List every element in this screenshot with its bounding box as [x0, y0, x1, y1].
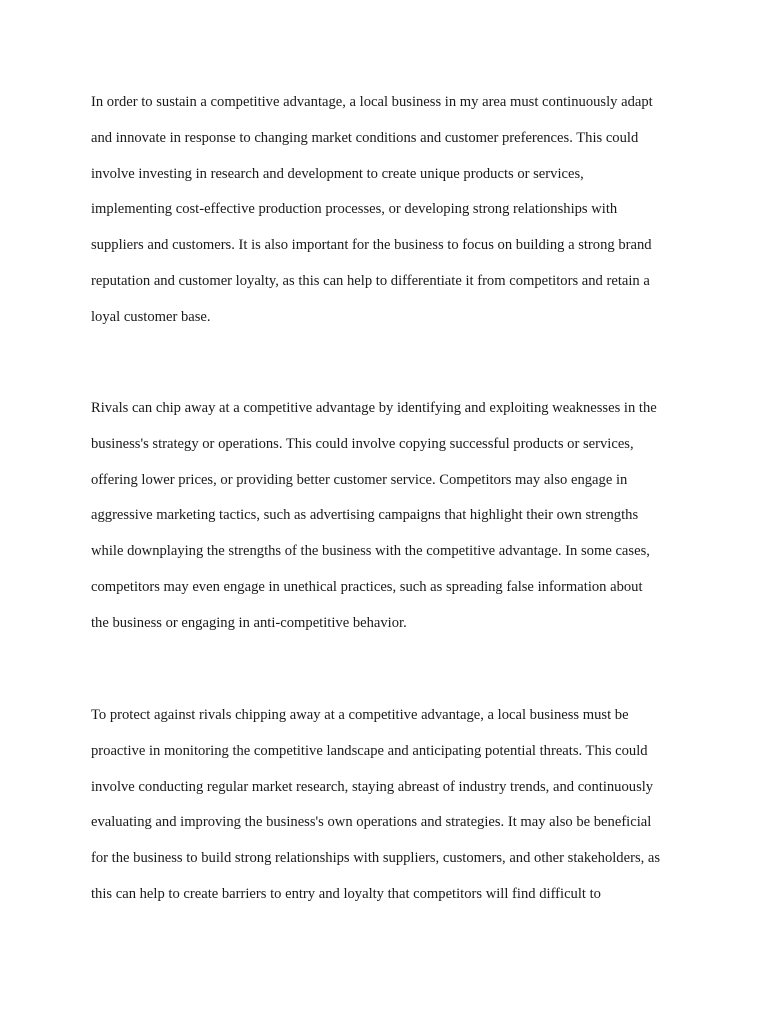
text-line: proactive in monitoring the competitive landscape and anticipating potential threats. This could	[91, 742, 648, 759]
text-line: evaluating and improving the business's own operations and strategies. It may also be beneficial	[91, 814, 652, 831]
text-line: Rivals can chip away at a competitive advantage by identifying and exploiting weaknesses in the	[91, 400, 657, 416]
paragraph-protection-strategies	[91, 698, 660, 913]
text-line: reputation and customer loyalty, as this can help to differentiate it from competitors and retain a	[91, 272, 650, 289]
text-line: for the business to build strong relationships with suppliers, customers, and other stakeholders, as	[91, 850, 661, 867]
text-line: To protect against rivals chipping away at a competitive advantage, a local business must be	[91, 707, 629, 723]
paragraph-sustaining-advantage	[91, 85, 653, 336]
text-line: implementing cost-effective production processes, or developing strong relationships with	[91, 201, 618, 218]
text-line: In order to sustain a competitive advantage, a local business in my area must continuously adapt	[91, 94, 653, 110]
text-line: involve investing in research and development to create unique products or services,	[91, 165, 584, 182]
text-line: business's strategy or operations. This could involve copying successful products or services,	[91, 435, 634, 452]
text-line: involve conducting regular market research, staying abreast of industry trends, and continuously	[91, 778, 654, 795]
text-line: loyal customer base.	[91, 308, 211, 325]
text-line: competitors may even engage in unethical practices, such as spreading false information about	[91, 578, 643, 595]
text-line: and innovate in response to changing market conditions and customer preferences. This could	[91, 129, 639, 146]
text-line: the business or engaging in anti-competitive behavior.	[91, 614, 407, 631]
paragraph-rival-threats	[91, 391, 657, 642]
text-line: this can help to create barriers to entry and loyalty that competitors will find difficult to	[91, 885, 601, 902]
text-line: aggressive marketing tactics, such as advertising campaigns that highlight their own strengths	[91, 507, 639, 524]
text-line: suppliers and customers. It is also important for the business to focus on building a strong brand	[91, 237, 652, 254]
text-line: while downplaying the strengths of the business with the competitive advantage. In some cases,	[91, 543, 650, 560]
text-line: offering lower prices, or providing better customer service. Competitors may also engage in	[91, 471, 628, 488]
